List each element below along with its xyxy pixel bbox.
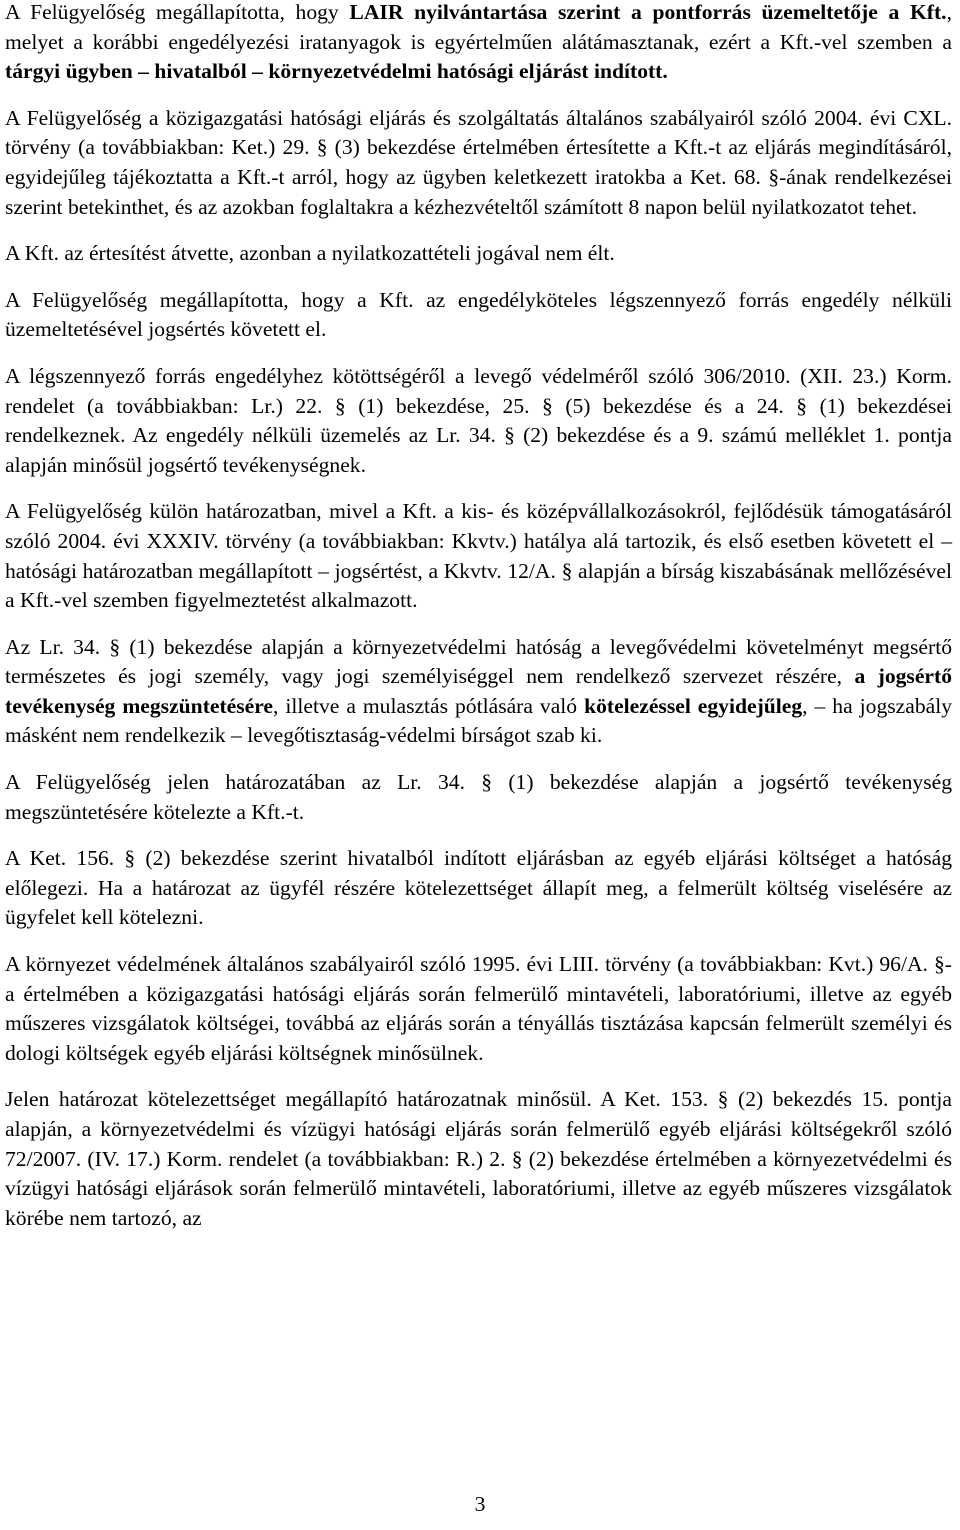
paragraph bbox=[5, 497, 952, 615]
text-run: A Felügyelőség külön határozatban, mivel a Kft. a kis- és középvállalkozásokról, fejlődésük támogatásáról szóló 2004. évi XXXIV. törvény (a továbbiakban: Kkvtv.) hatálya alá tartozik, és első esetben követett el – hatósági határozatban megállapított – jogsértést, a Kkvtv. 12/A. § alapján a bírság kiszabásának mellőzésével a Kft.-vel szemben figyelmeztetést alkalmazott. bbox=[5, 499, 952, 613]
text-run: A légszennyező forrás engedélyhez kötöttségéről a levegő védelméről szóló 306/2010. (XII. 23.) Korm. rendelet (a továbbiakban: Lr.) 22. § (1) bekezdése, 25. § (5) bekezdése és a 24. § (1) bekezdései rendelkeznek. Az engedély nélküli üzemelés az Lr. 34. § (2) bekezdése és a 9. számú melléklet 1. pontja alapján minősül jogsértő tevékenységnek. bbox=[5, 363, 952, 477]
text-run: A Kft. az értesítést átvette, azonban a nyilatkozattételi jogával nem élt. bbox=[5, 241, 615, 266]
bold-text: tárgyi ügyben – hivatalból – környezetvédelmi hatósági eljárást indított. bbox=[5, 59, 668, 84]
paragraph bbox=[5, 104, 952, 222]
bold-text: LAIR nyilvántartása szerint a pontforrás üzemeltetője a Kft. bbox=[349, 0, 947, 24]
paragraph bbox=[5, 0, 952, 87]
paragraph bbox=[5, 950, 952, 1068]
paragraph bbox=[5, 286, 952, 345]
paragraph bbox=[5, 1085, 952, 1233]
bold-text: kötelezéssel egyidejűleg bbox=[584, 693, 803, 718]
text-run: A környezet védelmének általános szabályairól szóló 1995. évi LIII. törvény (a továbbiakban: Kvt.) 96/A. §-a értelmében a közigazgatási hatósági eljárás során felmerülő mintavételi, laboratóriumi, illetve az egyéb műszeres vizsgálatok költségei, továbbá az eljárás során a tényállás tisztázása kapcsán felmerült személyi és dologi költségek egyéb eljárási költségnek minősülnek. bbox=[5, 952, 952, 1065]
text-run: , – ha jogszabály másként nem rendelkezik – levegőtisztaság-védelmi bírságot szab ki. bbox=[5, 693, 953, 748]
paragraph bbox=[5, 768, 952, 827]
document-body bbox=[5, 0, 952, 1250]
text-run: A Felügyelőség jelen határozatában az Lr. 34. § (1) bekezdése alapján a jogsértő tevékenység megszüntetésére kötelezte a Kft.-t. bbox=[5, 770, 952, 824]
paragraph bbox=[5, 362, 952, 480]
paragraph bbox=[5, 633, 952, 751]
paragraph bbox=[5, 239, 952, 269]
text-run: A Ket. 156. § (2) bekezdése szerint hivatalból indított eljárásban az egyéb eljárási költséget a hatóság előlegezi. Ha a határozat az ügyfél részére kötelezettséget állapít meg, a felmerült költség viselésére az ügyfelet kell kötelezni. bbox=[5, 846, 952, 930]
text-run: A Felügyelőség megállapította, hogy a Kft. az engedélyköteles légszennyező forrás engedély nélküli üzemeltetésével jogsértés követett el. bbox=[5, 287, 952, 342]
paragraph bbox=[5, 844, 952, 933]
page-number: 3 bbox=[474, 1492, 486, 1516]
text-run: , melyet a korábbi engedélyezési iratanyagok is egyértelműen alátámasztanak, ezért a Kft.-vel szemben a bbox=[5, 0, 952, 54]
text-run: A Felügyelőség a közigazgatási hatósági eljárás és szolgáltatás általános szabályairól szóló 2004. évi CXL. törvény (a továbbiakban: Ket.) 29. § (3) bekezdése értelmében értesítette a Kft.-t az eljárás megindításáról, egyidejűleg tájékoztatta a Kft.-t arról, hogy az ügyben keletkezett iratokba a Ket. 68. §-ának rendelkezései szerint betekinthet, és az azokban foglaltakra a kézhezvételtől számított 8 napon belül nyilatkozatot tehet. bbox=[5, 105, 952, 219]
bold-text: a jogsértő tevékenység megszüntetésére bbox=[5, 664, 952, 718]
text-run: Az Lr. 34. § (1) bekezdése alapján a környezetvédelmi hatóság a levegővédelmi követelményt megsértő természetes és jogi személy, vagy jogi személyiséggel nem rendelkező szervezet részére, bbox=[5, 634, 952, 689]
text-run: Jelen határozat kötelezettséget megállapító határozatnak minősül. A Ket. 153. § (2) bekezdés 15. pontja alapján, a környezetvédelmi és vízügyi hatósági eljárás során felmerülő egyéb eljárási költségekről szóló 72/2007. (IV. 17.) Korm. rendelet (a továbbiakban: R.) 2. § (2) bekezdése értelmében a környezetvédelmi és vízügyi hatósági eljárások során felmerülő mintavételi, laboratóriumi, illetve az egyéb műszeres vizsgálatok körébe nem tartozó, az bbox=[5, 1087, 952, 1230]
text-run: , illetve a mulasztás pótlására való bbox=[273, 693, 585, 718]
text-run: A Felügyelőség megállapította, hogy bbox=[5, 0, 350, 24]
